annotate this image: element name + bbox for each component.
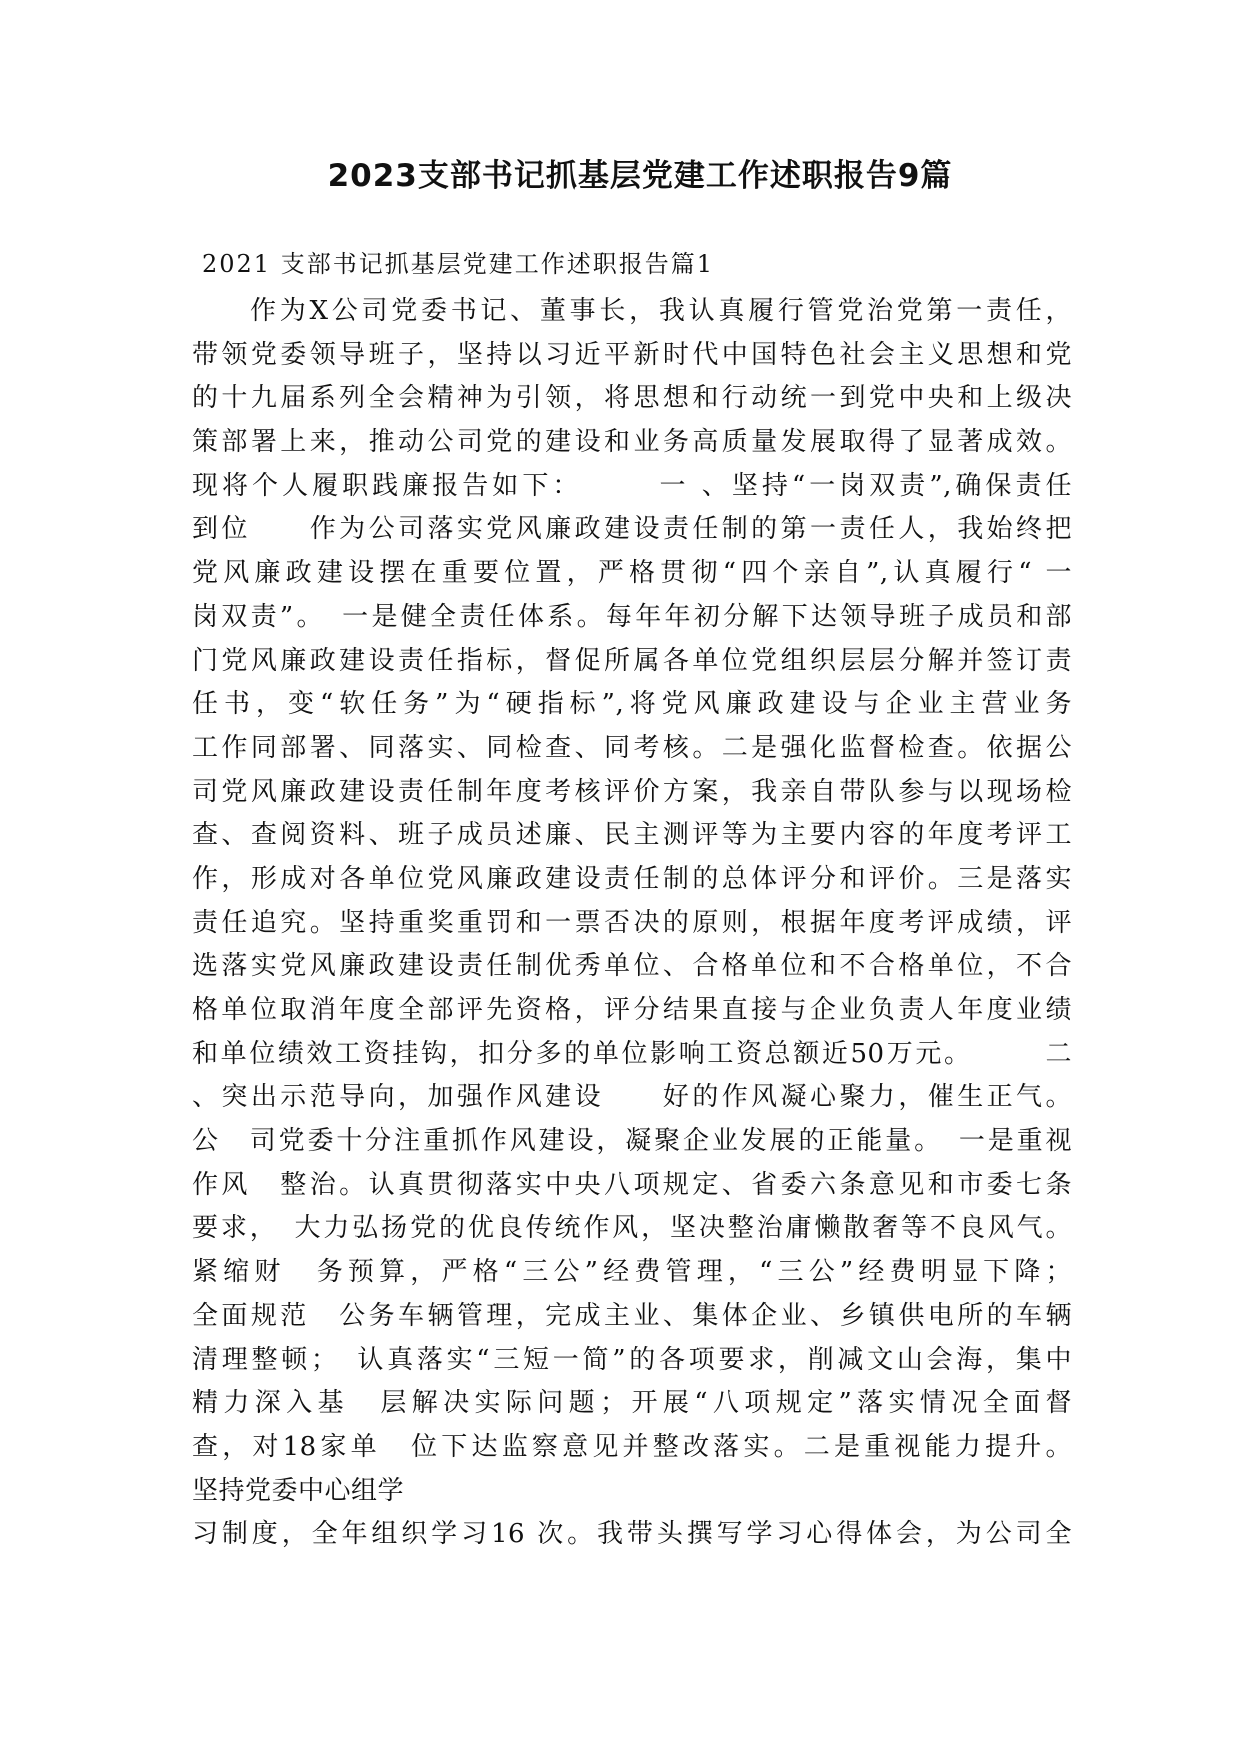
body-line: 精力深入基 层解决实际问题；开展“八项规定”落实情况全面督 xyxy=(192,1388,1072,1419)
body-line: 、突出示范导向，加强作风建设 好的作风凝心聚力，催生正气。 xyxy=(192,1082,1072,1113)
body-line: 工作同部署、同落实、同检查、同考核。二是强化监督检查。依据公 xyxy=(192,732,1072,763)
body-line: 坚持党委中心组学 xyxy=(192,1475,405,1506)
body-line: 司党风廉政建设责任制年度考核评价方案，我亲自带队参与以现场检 xyxy=(192,776,1072,807)
body-line: 公 司党委十分注重抓作风建设，凝聚企业发展的正能量。 一是重视 xyxy=(192,1126,1072,1157)
body-line: 格单位取消年度全部评先资格，评分结果直接与企业负责人年度业绩 xyxy=(192,995,1072,1025)
document-title: 2023支部书记抓基层党建工作述职报告9篇 xyxy=(327,158,953,194)
body-line: 要求， 大力弘扬党的优良传统作风，坚决整治庸懒散奢等不良风气。 xyxy=(192,1213,1072,1244)
body-line: 选落实党风廉政建设责任制优秀单位、合格单位和不合格单位，不合 xyxy=(192,951,1072,982)
body-line: 全面规范 公务车辆管理，完成主业、集体企业、乡镇供电所的车辆 xyxy=(192,1300,1072,1331)
body-line: 党风廉政建设摆在重要位置，严格贯彻“四个亲自”,认真履行“ 一 xyxy=(192,558,1072,589)
report-body xyxy=(192,290,1072,1557)
body-line: 现将个人履职践廉报告如下： 一 、坚持“一岗双责”,确保责任 xyxy=(192,470,1072,501)
body-line: 作为X公司党委书记、董事长，我认真履行管党治党第一责任， xyxy=(250,296,1072,326)
body-line: 岗双责”。 一是健全责任体系。每年年初分解下达领导班子成员和部 xyxy=(192,601,1072,632)
report-subtitle: 2021 支部书记抓基层党建工作述职报告篇1 xyxy=(202,250,714,278)
body-line: 习制度，全年组织学习16 次。我带头撰写学习心得体会，为公司全 xyxy=(192,1519,1072,1550)
body-line: 责任追究。坚持重奖重罚和一票否决的原则，根据年度考评成绩，评 xyxy=(192,907,1072,938)
body-line: 门党风廉政建设责任指标，督促所属各单位党组织层层分解并签订责 xyxy=(192,645,1072,676)
body-line: 的十九届系列全会精神为引领，将思想和行动统一到党中央和上级决 xyxy=(192,383,1072,414)
body-line: 作风 整治。认真贯彻落实中央八项规定、省委六条意见和市委七条 xyxy=(192,1169,1072,1200)
body-line: 查、查阅资料、班子成员述廉、民主测评等为主要内容的年度考评工 xyxy=(192,820,1072,851)
body-line: 策部署上来，推动公司党的建设和业务高质量发展取得了显著成效。 xyxy=(192,427,1072,458)
body-line: 清理整顿； 认真落实“三短一简”的各项要求，削减文山会海，集中 xyxy=(192,1344,1072,1375)
body-line: 到位 作为公司落实党风廉政建设责任制的第一责任人，我始终把 xyxy=(192,514,1072,545)
body-line: 和单位绩效工资挂钩，扣分多的单位影响工资总额近50万元。 二 xyxy=(192,1038,1072,1069)
body-line: 查，对18家单 位下达监察意见并整改落实。二是重视能力提升。 xyxy=(192,1431,1072,1462)
body-line: 带领党委领导班子，坚持以习近平新时代中国特色社会主义思想和党 xyxy=(192,339,1072,370)
body-line: 作，形成对各单位党风廉政建设责任制的总体评分和评价。三是落实 xyxy=(192,863,1072,894)
body-line: 任书，变“软任务”为“硬指标”,将党风廉政建设与企业主营业务 xyxy=(192,689,1072,720)
body-line: 紧缩财 务预算，严格“三公”经费管理，“三公”经费明显下降； xyxy=(192,1257,1072,1288)
